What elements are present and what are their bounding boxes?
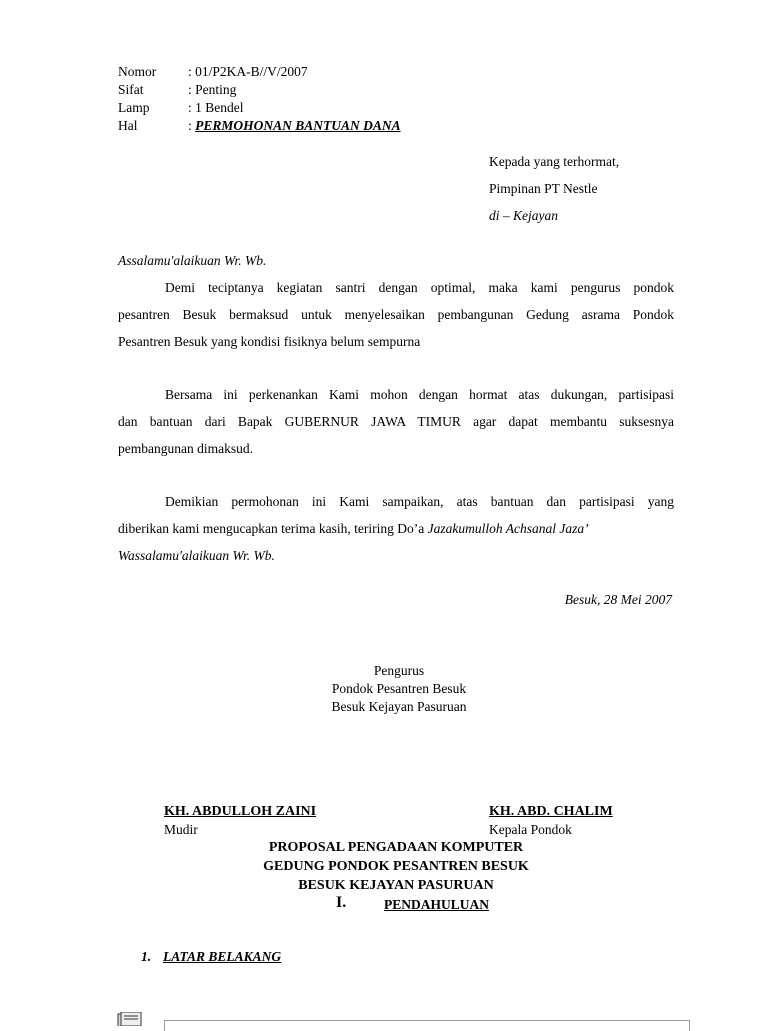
recipient-line2: Pimpinan PT Nestle [489, 181, 598, 196]
paragraph-2-line: pembangunan dimaksud. [118, 441, 253, 456]
meta-hal-label: Hal [118, 118, 138, 133]
paragraph-3-line: Demikian permohonan ini Kami sampaikan, atas bantuan dan partisipasi yang [165, 494, 674, 509]
recipient-line1: Kepada yang terhormat, [489, 154, 620, 169]
recipient-line3: di – Kejayan [489, 208, 558, 223]
meta-lamp-label: Lamp [118, 100, 150, 115]
section-title: PENDAHULUAN [384, 897, 490, 912]
paragraph-3-line2-italic: Jazakumulloh Achsanal Jaza’ [427, 521, 589, 536]
section-number: I. [336, 894, 347, 911]
closing-greeting: Wassalamu'alaikuan Wr. Wb. [118, 548, 275, 563]
signatory-1-role: Mudir [164, 822, 198, 837]
proposal-title-3: BESUK KEJAYAN PASURUAN [298, 878, 494, 893]
proposal-title-1: PROPOSAL PENGADAAN KOMPUTER [268, 840, 524, 855]
meta-nomor-value: : 01/P2KA-B//V/2007 [188, 64, 308, 79]
paragraph-3-line [118, 515, 674, 542]
proposal-title-2: GEDUNG PONDOK PESANTREN BESUK [263, 859, 529, 874]
sender-line1: Pengurus [373, 663, 425, 678]
paragraph-2-line: Bersama ini perkenankan Kami mohon dengan hormat atas dukungan, partisipasi [165, 387, 674, 402]
meta-nomor-label: Nomor [118, 64, 157, 79]
subject-title: PERMOHONAN BANTUAN DANA [195, 118, 401, 133]
subsection-number: 1. [141, 949, 152, 964]
meta-hal-value [188, 118, 401, 134]
sender-block [0, 662, 768, 716]
sender-line2: Pondok Pesantren Besuk [331, 681, 467, 696]
paragraph-1 [118, 274, 674, 355]
sender-line3: Besuk Kejayan Pasuruan [331, 699, 467, 714]
meta-lamp-value: : 1 Bendel [188, 100, 244, 115]
signatory-1-name: KH. ABDULLOH ZAINI [164, 804, 317, 819]
signatory-2-role: Kepala Pondok [489, 822, 572, 837]
meta-sifat-value: : Penting [188, 82, 237, 97]
greeting: Assalamu'alaikuan Wr. Wb. [118, 253, 267, 268]
paragraph-1-line: Demi teciptanya kegiatan santri dengan optimal, maka kami pengurus pondok [165, 280, 674, 295]
subsection-title: LATAR BELAKANG [163, 949, 282, 964]
meta-hal-sep: : [188, 118, 192, 133]
paragraph-2 [118, 381, 674, 462]
letter-date: Besuk, 28 Mei 2007 [564, 592, 672, 607]
paragraph-3-line2-text: diberikan kami mengucapkan terima kasih, teriring Do’a [118, 521, 428, 536]
content-frame [164, 1020, 690, 1031]
paragraph-3 [118, 488, 674, 569]
meta-sifat-label: Sifat [118, 82, 144, 97]
paragraph-2-line: dan bantuan dari Bapak GUBERNUR JAWA TIMUR agar dapat membantu suksesnya [118, 414, 674, 429]
paragraph-1-line: Pesantren Besuk yang kondisi fisiknya belum sempurna [118, 334, 421, 349]
paragraph-1-line: pesantren Besuk bermaksud untuk menyelesaikan pembangunan Gedung asrama Pondok [118, 307, 674, 322]
signatory-2-name: KH. ABD. CHALIM [489, 804, 613, 819]
